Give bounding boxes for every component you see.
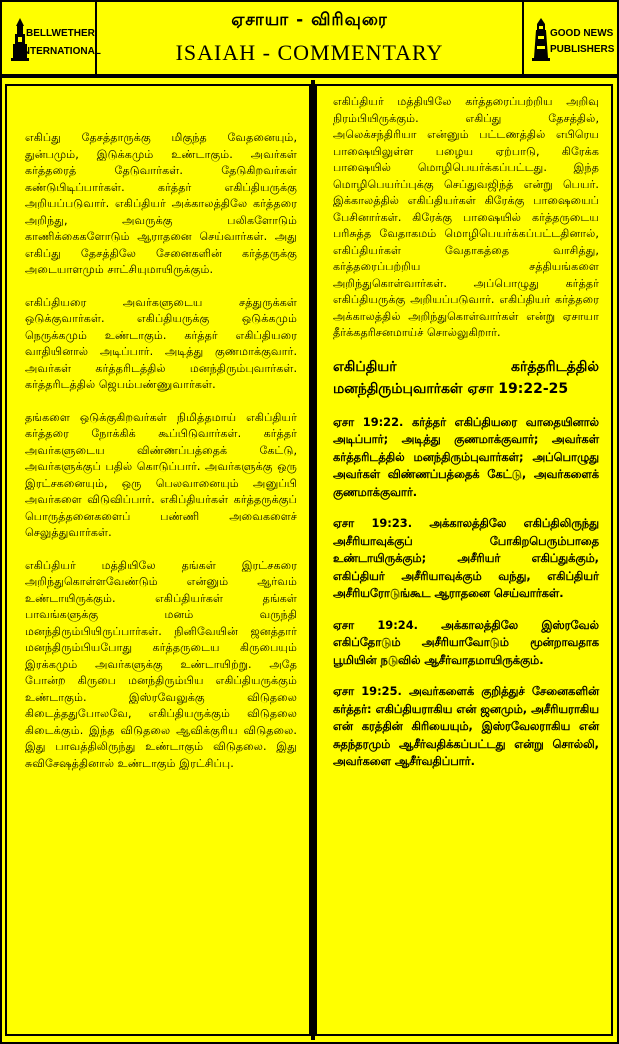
- right-column: [315, 84, 613, 1036]
- title-english: ISAIAH - COMMENTARY: [175, 40, 444, 65]
- header-divider: [2, 74, 617, 78]
- left-paragraph-3: தங்களை ஒடுக்குகிறவர்கள் நிமித்தமாய் எகிப்தியர் கர்த்தரை நோக்கிக் கூப்பிடுவார்கள். கர்த்தர் அவர்களுடைய விண்ணப்பத்தைக் கேட்டு, அவர்களுக்குப் பதில் கொடுப்பார். அவர்களுக்கு ஒரு இரட்சகனையும், ஒரு பெலவானையும் அனுப்பி அவர்களை விடுவிப்பார். எகிப்தியர்கள் கர்த்தருக்குப் பொருத்தனைகளைப் பண்ணி அவைகளைச் செலுத்துவார்கள்.: [25, 410, 297, 539]
- left-column: [5, 84, 311, 1036]
- verse-19-24: ஏசா 19:24. அக்காலத்திலே இஸ்ரவேல் எகிப்தோடும் அசீரியாவோடும் மூன்றாவதாக பூமியின் நடுவில் ஆசீர்வாதமாயிருக்கும்.: [333, 617, 599, 667]
- logo-right-line1: GOOD NEWS: [550, 28, 614, 39]
- logo-right-line2: PUBLISHERS: [550, 44, 615, 55]
- left-paragraph-2: எகிப்தியரை அவர்களுடைய சத்துருக்கள் ஒடுக்குவார்கள். எகிப்தியருக்கு ஒடுக்கமும் நெருக்கமும் உண்டாகும். கர்த்தர் எகிப்தியரை வாதியினால் அடிப்பார். அடித்து குணமாக்குவார். அவர்கள் கர்த்தரிடத்தில் மனந்திரும்புவார்கள். கர்த்தரிடத்தில் ஜெபம்பண்ணுவார்கள்.: [25, 295, 297, 391]
- right-intro-paragraph: எகிப்தியர் மத்தியிலே கர்த்தரைப்பற்றிய அறிவு நிரம்பியிருக்கும். எகிப்து தேசத்தில், அலெக்சந்திரியா என்னும் பட்டணத்தில் எபிரெய பாஷையிலுள்ள பழைய ஏற்பாடு, கிரேக்க பாஷையில் மொழிபெயர்க்கப்பட்டது. இந்த மொழிபெயர்ப்புக்கு செப்துவஜிந்த் என்று பெயர். இக்காலத்தில் எகிப்தியர்கள் கிரேக்கு பாஷையைப் பேசினார்கள். கிரேக்கு பாஷையில் கர்த்தருடைய பரிசுத்த வேதாகமம் மொழிபெயர்க்கப்பட்டதினால், எகிப்தியர்கள் வேதாகத்தை வாசித்து, கர்த்தரைப்பற்றிய சத்தியங்களை அறிந்துகொள்வார்கள். அப்பொழுது கர்த்தர் எகிப்தியருக்கு அறியப்படுவார். எகிப்தியர் கர்த்தரை அக்காலத்தில் அறிந்துகொள்வார்கள் என்று ஏசாயா தீர்க்கதரிசனமாய்ச் சொல்லுகிறார்.: [333, 95, 599, 339]
- logo-left-line2: INTERNATIONAL: [20, 46, 101, 57]
- bellwether-logo: [2, 2, 101, 74]
- section-heading: எகிப்தியர் கர்த்தரிடத்தில் மனந்திரும்புவார்கள் ஏசா 19:22-25: [333, 358, 599, 397]
- left-paragraph-4: எகிப்தியர் மத்தியிலே தங்கள் இரட்சகரை அறிந்துகொள்ளவேண்டும் என்னும் ஆர்வம் உண்டாயிருக்கும். எகிப்தியர்கள் தங்கள் பாவங்களுக்கு மனம் வருந்தி மனந்திரும்பியிருப்பார்கள். நினிவேயின் ஜனத்தார் மனந்திரும்பியபோது கர்த்தருடைய கிருபையும் இரக்கமும் அவர்களுக்கு உண்டாயிற்று. அதே போன்ற கிருபை மனந்திரும்பிய எகிப்தியருக்கும் உண்டாகும். இஸ்ரவேலுக்கு விடுதலை கிடைத்ததுபோலவே, எகிப்தியருக்கும் விடுதலை கிடைக்கும். இந்த விடுதலை ஆவிக்குரிய விடுதலை. இது பாவத்திலிருந்து உண்டாகும் விடுதலை. இது சுவிசேஷத்தினால் உண்டாகும் இரட்சிப்பு.: [25, 558, 297, 770]
- good-news-logo: [522, 2, 617, 74]
- page-header: [2, 2, 617, 74]
- title-tamil: ஏசாயா - விரிவுரை: [231, 10, 388, 30]
- verse-19-23: ஏசா 19:23. அக்காலத்திலே எகிப்திலிருந்து அசீரியாவுக்குப் போகிறபெரும்பாதை உண்டாயிருக்கும்; அசீரியர் எகிப்துக்கும், எகிப்தியர் அசீரியாவுக்கும் வந்து, எகிப்தியர் அசீரியரோடுங்கூட ஆராதனை செய்வார்கள்.: [333, 516, 599, 600]
- verse-19-25: ஏசா 19:25. அவர்களைக் குறித்துச் சேனைகளின் கர்த்தர்: எகிப்தியராகிய என் ஜனமும், அசீரியராகிய என் கரத்தின் கிரியையும், இஸ்ரவேலராகிய என் சுதந்தரமும் ஆசீர்வதிக்கப்பட்டது என்று சொல்லி, அவர்களை ஆசீர்வதிப்பார்.: [333, 684, 599, 768]
- left-paragraph-1: எகிப்து தேசத்தாருக்கு மிகுந்த வேதனையும், துன்பமும், இடுக்கமும் உண்டாகும். அவர்கள் கர்த்தரைத் தேடுவார்கள். தேடுகிறவர்கள் கண்டுபிடிப்பார்கள். கர்த்தர் எகிப்தியருக்கு அறியப்படுவார். எகிப்தியர் அக்காலத்திலே கர்த்தரை அறிந்து, அவருக்கு பலிகளோடும் காணிக்கைகளோடும் ஆராதனை செய்வார்கள். அது எகிப்து தேசத்திலே சேனைகளின் கர்த்தருக்கு அடையாளமும் சாட்சியுமாயிருக்கும்.: [25, 131, 297, 276]
- lighthouse-icon: [530, 16, 552, 62]
- verse-19-22: ஏசா 19:22. கர்த்தர் எகிப்தியரை வாதையினால் அடிப்பார்; அடித்து குணமாக்குவார்; அவர்கள் கர்த்தரிடத்தில் மனந்திரும்புவார்கள்; அப்பொழுது அவர்கள் விண்ணப்பத்தைக் கேட்டு, அவர்களைக் குணமாக்குவார்.: [333, 414, 599, 499]
- logo-left-line1: BELLWETHER: [26, 28, 95, 39]
- title-block: [97, 2, 522, 74]
